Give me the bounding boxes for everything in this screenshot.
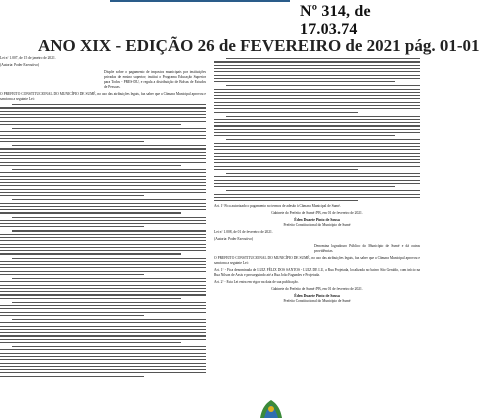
article-block — [214, 85, 420, 112]
masthead — [0, 0, 420, 38]
gabinete-date: Gabinete do Prefeito de Sumé /PB, em 01 de fevereiro de 2021. — [271, 211, 363, 216]
article-block — [0, 319, 206, 343]
law-reference: Lei nº 1.007, de 15 de janeiro de 2021. — [0, 56, 56, 60]
article-block — [0, 278, 206, 299]
article-block — [0, 217, 206, 228]
law-ementa: Denomina logradouro Público do Município de Sumé e dá outras providências. — [314, 244, 420, 254]
article-block — [214, 190, 420, 201]
edition-line: ANO XIX - EDIÇÃO 26 de FEVEREIRO de 2021 pág. 01-01 — [38, 36, 480, 55]
article-block — [0, 199, 206, 213]
law-authorship: (Autoria: Poder Executivo) — [214, 237, 254, 242]
masthead-rule — [110, 0, 290, 2]
article-block — [0, 145, 206, 166]
right-column — [214, 56, 420, 420]
signer-name: Éden Duarte Pinto de Sousa — [294, 218, 340, 223]
law-preamble: O PREFEITO CONSTITUCIONAL DO MUNICÍPIO DE SUMÉ, no uso das atribuições legais, faz saber que a Câmara Municipal aprovou e sanciona a seguinte Lei: — [0, 92, 206, 101]
left-column — [0, 56, 206, 420]
article-block — [0, 258, 206, 276]
article-1: Art. 1º - Fica denominada de LUIZ FÉLIX DOS SANTOS - LUIZ DE LU, a Rua Projetada, localizada no bairro São Geraldo, com início na Rua Nilson de Assis e prosseguindo até a Rua João Fagundes e Projetada. — [214, 268, 420, 278]
article-block — [214, 139, 420, 170]
law-ementa: Dispõe sobre o pagamento de impostos municipais por instituições privadas de ensino superior; institui o Programa Educação Superior para Todos - PRES-DU, e regula a distribuição de Bolsas de Estudos de Pessoas. — [104, 70, 206, 89]
article-block — [0, 169, 206, 196]
article-block — [0, 230, 206, 254]
article-block — [0, 104, 206, 125]
article-block — [214, 116, 420, 137]
signer-name: Éden Duarte Pinto de Sousa — [294, 294, 340, 299]
law-reference: Lei nº 1.008, de 01 de fevereiro de 2021. — [214, 230, 273, 235]
signer-role: Prefeito Constitucional do Município de Sumé — [283, 299, 351, 304]
article-block — [214, 173, 420, 187]
gabinete-date: Gabinete do Prefeito de Sumé /PB, em 01 de fevereiro de 2021. — [271, 287, 363, 292]
article-close: Art. 1º Fica autorizado o pagamento no termos de adesão à Câmara Municipal de Sumé. — [214, 204, 341, 209]
article-block — [0, 128, 206, 142]
article-block — [0, 346, 206, 377]
issue-number: Nº 314, de 17.03.74 — [300, 3, 371, 38]
article-block — [0, 302, 206, 316]
law-authorship: (Autoria: Poder Executivo) — [0, 63, 40, 67]
law-preamble: O PREFEITO CONSTITUCIONAL DO MUNICÍPIO DE SUMÉ, no uso das atribuições legais, faz saber que a Câmara Municipal aprovou e sanciona a seguinte Lei: — [214, 256, 420, 266]
article-2: Art. 2º - Esta Lei entra em vigor na data de sua publicação. — [214, 280, 299, 285]
municipal-seal-icon — [256, 396, 286, 420]
article-block — [214, 58, 420, 82]
signer-role: Prefeito Constitucional do Município de Sumé — [283, 223, 351, 228]
